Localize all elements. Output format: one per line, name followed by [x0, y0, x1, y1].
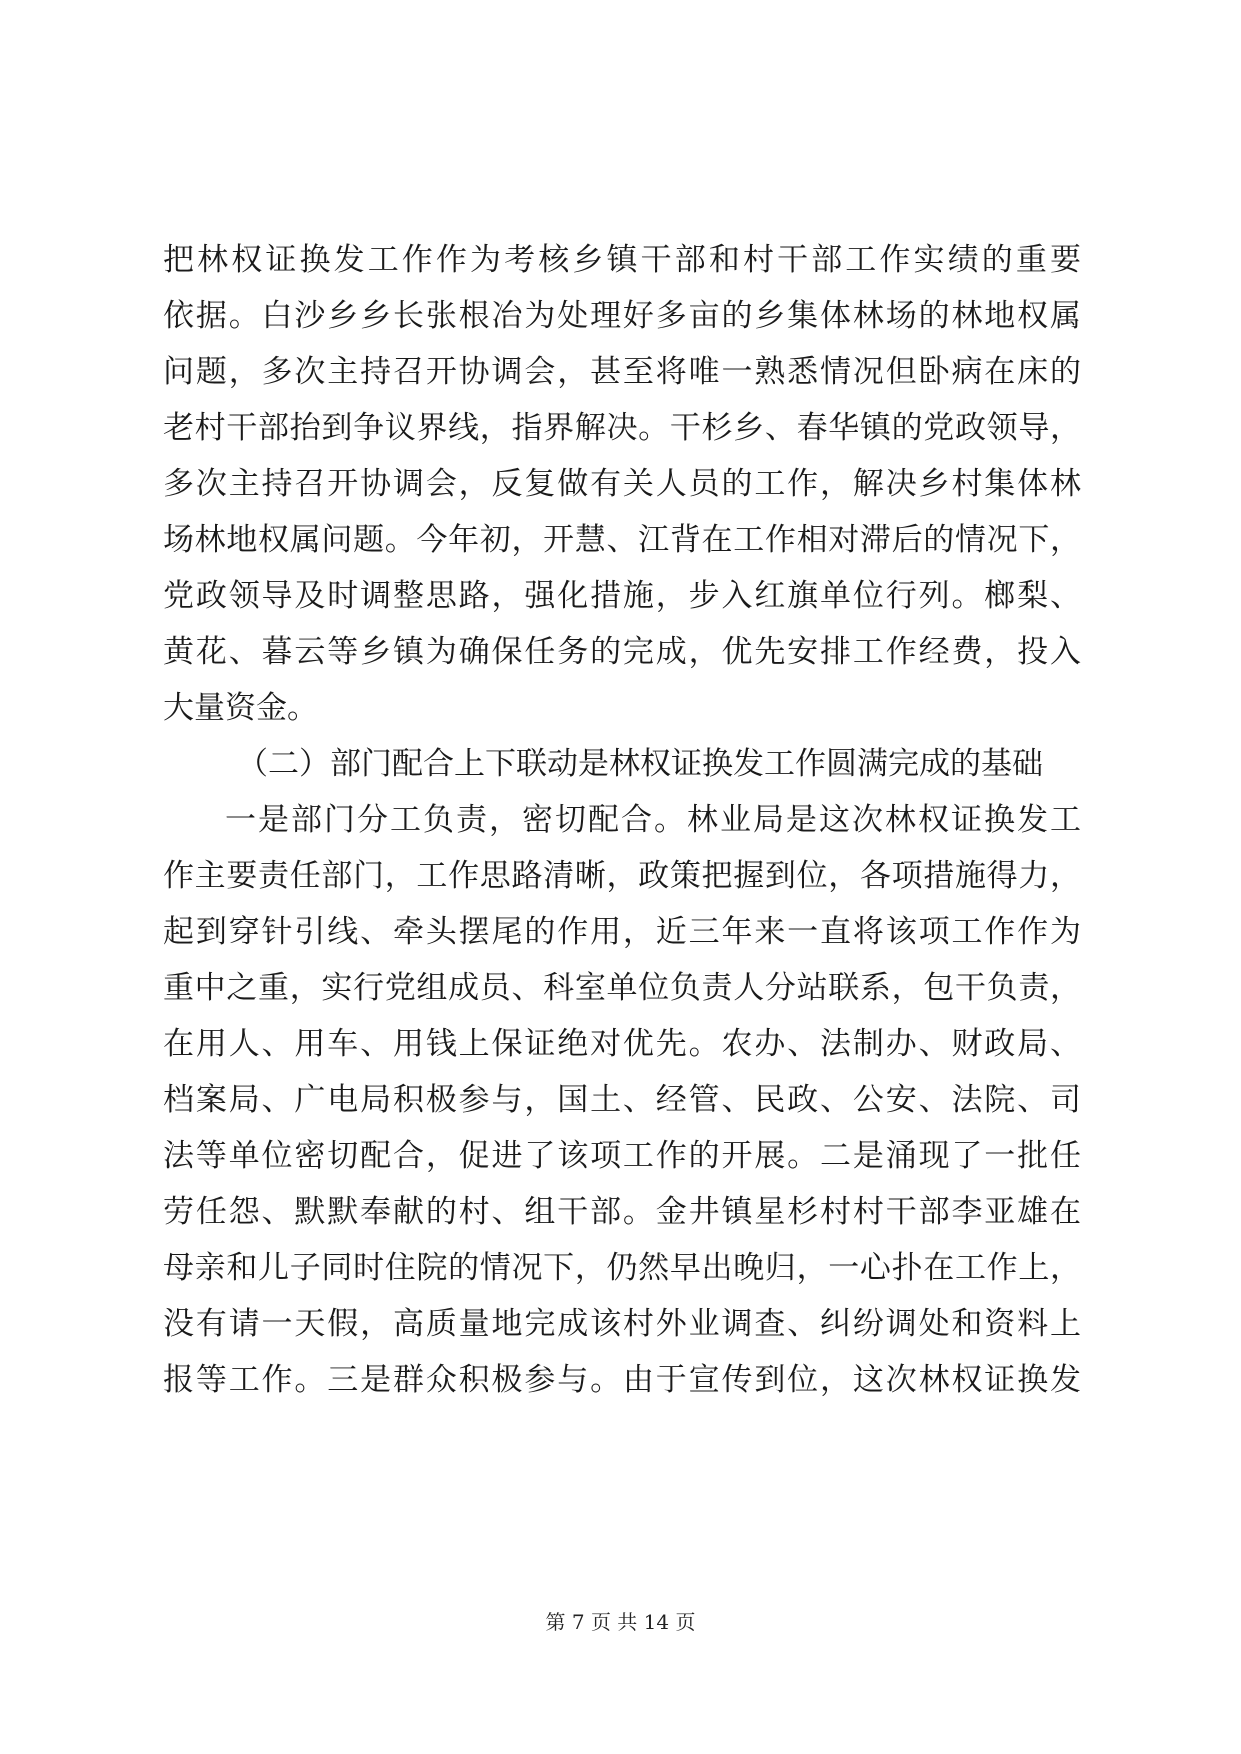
text-line: 场林地权属问题。今年初，开慧、江背在工作相对滞后的情况下， — [163, 522, 1081, 558]
text-line: 重中之重，实行党组成员、科室单位负责人分站联系，包干负责， — [163, 970, 1081, 1006]
text-line: 大量资金。 — [163, 690, 318, 726]
text-line: 起到穿针引线、牵头摆尾的作用，近三年来一直将该项工作作为 — [163, 914, 1081, 950]
text-line: 法等单位密切配合，促进了该项工作的开展。二是涌现了一批任 — [163, 1138, 1081, 1174]
text-line: 报等工作。三是群众积极参与。由于宣传到位，这次林权证换发 — [163, 1362, 1081, 1398]
text-line: 黄花、暮云等乡镇为确保任务的完成，优先安排工作经费，投入 — [163, 634, 1081, 670]
text-line: 一是部门分工负责，密切配合。林业局是这次林权证换发工 — [225, 802, 1081, 838]
text-line: 依据。白沙乡乡长张根冶为处理好多亩的乡集体林场的林地权属 — [163, 298, 1081, 334]
section-heading: （二）部门配合上下联动是林权证换发工作圆满完成的基础 — [237, 746, 1043, 782]
text-line: 把林权证换发工作作为考核乡镇干部和村干部工作实绩的重要 — [163, 242, 1081, 278]
text-line: 多次主持召开协调会，反复做有关人员的工作，解决乡村集体林 — [163, 466, 1081, 502]
page-number: 第 7 页 共 14 页 — [545, 1610, 696, 1634]
text-line: 老村干部抬到争议界线，指界解决。干杉乡、春华镇的党政领导， — [163, 410, 1081, 446]
text-line: 作主要责任部门，工作思路清晰，政策把握到位，各项措施得力， — [163, 858, 1081, 894]
text-line: 在用人、用车、用钱上保证绝对优先。农办、法制办、财政局、 — [163, 1026, 1081, 1062]
text-line: 问题，多次主持召开协调会，甚至将唯一熟悉情况但卧病在床的 — [163, 354, 1081, 390]
document-body — [163, 232, 1081, 1408]
text-line: 母亲和儿子同时住院的情况下，仍然早出晚归，一心扑在工作上， — [163, 1250, 1081, 1286]
text-line: 劳任怨、默默奉献的村、组干部。金井镇星杉村村干部李亚雄在 — [163, 1194, 1081, 1230]
text-line: 没有请一天假，高质量地完成该村外业调查、纠纷调处和资料上 — [163, 1306, 1081, 1342]
text-line: 党政领导及时调整思路，强化措施，步入红旗单位行列。榔梨、 — [163, 578, 1081, 614]
text-line: 档案局、广电局积极参与，国土、经管、民政、公安、法院、司 — [163, 1082, 1081, 1118]
